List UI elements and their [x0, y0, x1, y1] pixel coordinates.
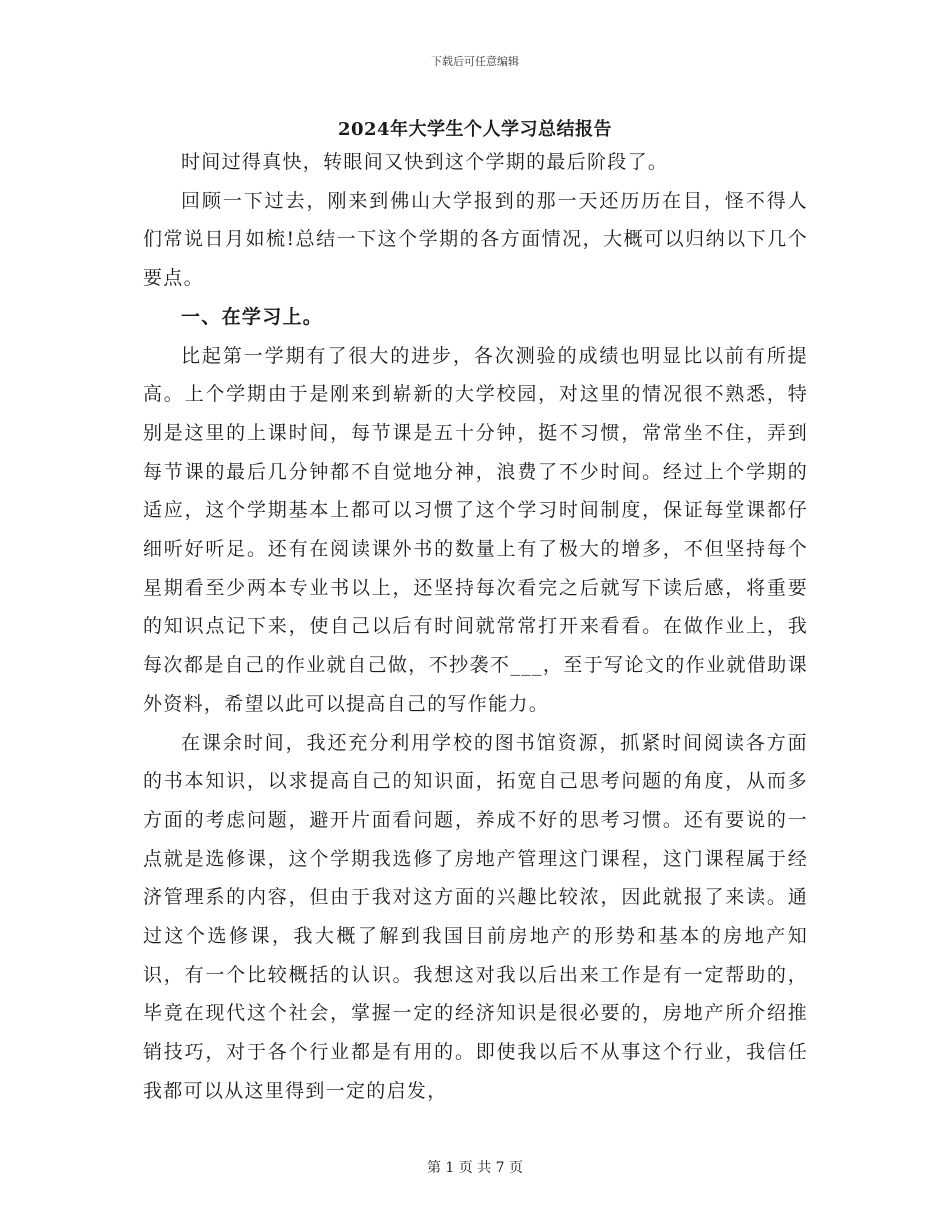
paragraph-study-progress: 比起第一学期有了很大的进步，各次测验的成绩也明显比以前有所提高。上个学期由于是刚来到崭新的大学校园，对这里的情况很不熟悉，特别是这里的上课时间，每节课是五十分钟，挺不习惯，常常坐不住，弄到每节课的最后几分钟都不自觉地分神，浪费了不少时间。经过上个学期的适应，这个学期基本上都可以习惯了这个学习时间制度，保证每堂课都仔细听好听足。还有在阅读课外书的数量上有了极大的增多，不但坚持每个星期看至少两本专业书以上，还坚持每次看完之后就写下读后感，将重要的知识点记下来，使自己以后有时间就常常打开来看看。在做作业上，我每次都是自己的作业就自己做，不抄袭不___，至于写论文的作业就借助课外资料，希望以此可以提高自己的写作能力。 [143, 344, 808, 715]
paragraph-intro: 时间过得真快，转眼间又快到这个学期的最后阶段了。 [181, 151, 669, 173]
section-heading-study: 一、在学习上。 [181, 305, 324, 328]
paragraph-review: 回顾一下过去，刚来到佛山大学报到的那一天还历历在目，怪不得人们常说日月如梳!总结一下这个学期的各方面情况，大概可以归纳以下几个要点。 [143, 189, 808, 290]
header-note: 下载后可任意编辑 [431, 55, 519, 68]
document-body [143, 143, 808, 1111]
paragraph-spare-time: 在课余时间，我还充分利用学校的图书馆资源，抓紧时间阅读各方面的书本知识，以求提高自己的知识面，拓宽自己思考问题的角度，从而多方面的考虑问题，避开片面看问题，养成不好的思考习惯。还有要说的一点就是选修课，这个学期我选修了房地产管理这门课程，这门课程属于经济管理系的内容，但由于我对这方面的兴趣比较浓，因此就报了来读。通过这个选修课，我大概了解到我国目前房地产的形势和基本的房地产知识，有一个比较概括的认识。我想这对我以后出来工作是有一定帮助的，毕竟在现代这个社会，掌握一定的经济知识是很必要的，房地产所介绍推销技巧，对于各个行业都是有用的。即使我以后不从事这个行业，我信任我都可以从这里得到一定的启发， [143, 731, 808, 1102]
page-footer: 第 1 页 共 7 页 [426, 1160, 524, 1176]
document-title: 2024年大学生个人学习总结报告 [337, 119, 613, 140]
